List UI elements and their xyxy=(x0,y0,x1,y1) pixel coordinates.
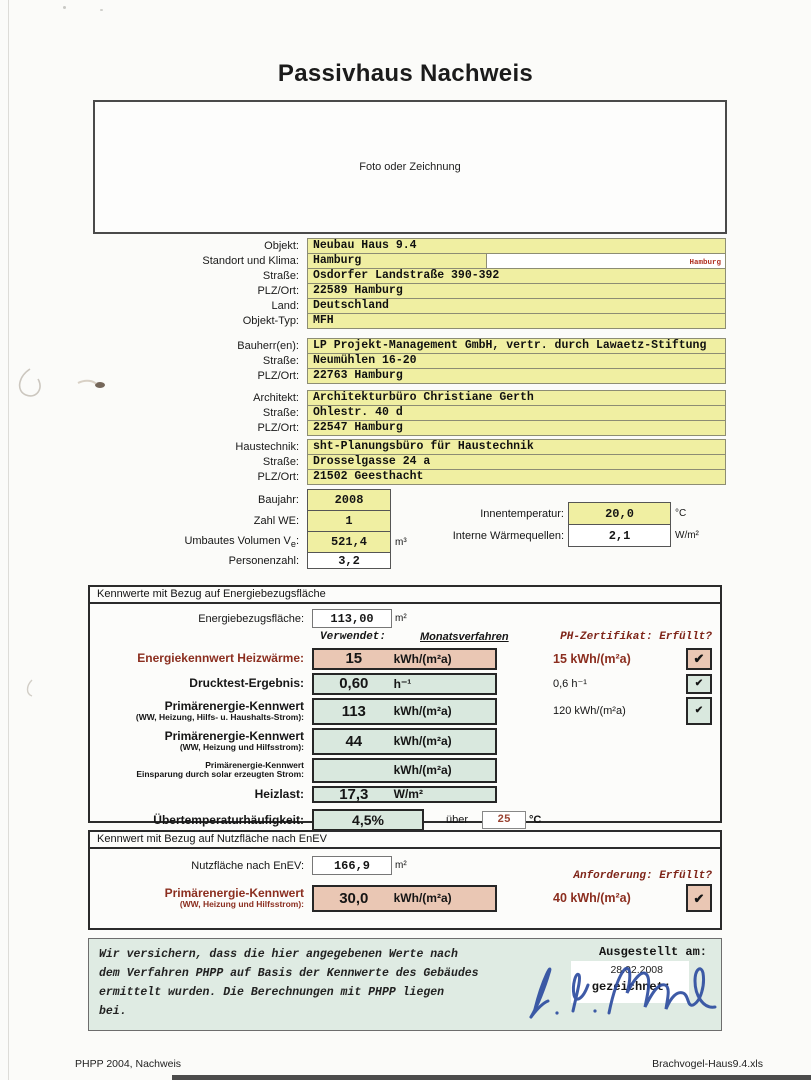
value-cell xyxy=(312,648,497,670)
field-row-land xyxy=(0,298,726,314)
scan-edge-bottom xyxy=(172,1075,811,1080)
value-cell xyxy=(312,673,497,695)
signed-label: gezeichnet: xyxy=(591,980,671,994)
field-value: Neumühlen 16-20 xyxy=(307,353,726,369)
field-label: PLZ/Ort: xyxy=(257,285,299,297)
row-label: Heizlast: xyxy=(254,786,304,801)
zahl-we-label: Zahl WE: xyxy=(253,515,299,527)
page-title: Passivhaus Nachweis xyxy=(277,60,534,87)
check-icon: ✔ xyxy=(686,674,712,694)
result-row-solar xyxy=(90,756,720,784)
row-label: Drucktest-Ergebnis: xyxy=(189,676,304,690)
unit: kWh/(m²a) xyxy=(393,734,452,748)
limit-value: 0,6 h⁻¹ xyxy=(553,678,587,690)
overtemp-value: 4,5% xyxy=(312,809,424,831)
value: 44 xyxy=(345,732,363,750)
value: 15 xyxy=(345,650,363,667)
field-label: Bauherr(en): xyxy=(237,340,299,352)
waermequellen-unit: W/m² xyxy=(675,530,699,541)
photo-placeholder-label: Foto oder Zeichnung xyxy=(359,161,461,173)
footer-sheet-name: PHPP 2004, Nachweis xyxy=(75,1058,182,1070)
check-icon: ✔ xyxy=(686,648,712,670)
result-row-drucktest xyxy=(90,671,720,696)
row-label: Primärenergie-Kennwert xyxy=(205,759,304,770)
innentemperatur-value: 20,0 xyxy=(568,502,671,525)
overtemp-mid-label: über xyxy=(446,814,469,826)
field-row-standort xyxy=(0,253,726,269)
result-row-primaerenergie-gesamt xyxy=(90,696,720,726)
field-value: 22589 Hamburg xyxy=(307,283,726,299)
result-row-heizlast xyxy=(90,784,720,804)
volumen-label: Umbautes Volumen $V_e$: xyxy=(184,534,299,550)
result-row-enev-primaerenergie xyxy=(90,883,720,913)
field-value: Architekturbüro Christiane Gerth xyxy=(307,390,726,406)
field-value: 22763 Hamburg xyxy=(307,368,726,384)
personenzahl-value: 3,2 xyxy=(307,552,391,569)
waermequellen-label: Interne Wärmequellen: xyxy=(452,529,564,542)
overtemp-unit: °C xyxy=(529,814,542,826)
field-label: Standort und Klima: xyxy=(202,255,299,267)
innentemperatur-label: Innentemperatur: xyxy=(480,507,564,520)
field-row-plz xyxy=(0,283,726,299)
field-value: LP Projekt-Management GmbH, vertr. durch Lawaetz-Stiftung xyxy=(307,338,726,354)
col-verwendet: Verwendet: xyxy=(320,631,387,643)
field-label: Straße: xyxy=(262,456,299,468)
field-value: MFH xyxy=(307,313,726,329)
personenzahl-label: Personenzahl: xyxy=(228,554,299,567)
field-row-objekttyp xyxy=(0,313,726,329)
architekt-group xyxy=(0,390,726,436)
volumen-value: 521,4 xyxy=(307,531,391,553)
bauherr-group xyxy=(0,338,726,384)
value-cell xyxy=(312,698,497,725)
field-value: Osdorfer Landstraße 390-392 xyxy=(307,268,726,284)
field-label: Straße: xyxy=(262,355,299,367)
energiebezugsflaeche-label: Energiebezugsfläche: xyxy=(198,612,304,625)
nutzflaeche-value: 166,9 xyxy=(312,856,392,875)
value-cell xyxy=(312,885,497,912)
field-value: Ohlestr. 40 d xyxy=(307,405,726,421)
unit: kWh/(m²a) xyxy=(393,651,452,666)
section-header: Kennwerte mit Bezug auf Energiebezugsfläche xyxy=(90,587,720,604)
unit: h⁻¹ xyxy=(393,676,412,691)
field-value: sht-Planungsbüro für Haustechnik xyxy=(307,439,726,455)
scan-speck xyxy=(63,6,66,9)
field-label: Architekt: xyxy=(253,392,299,404)
row-sublabel: (WW, Heizung und Hilfsstrom): xyxy=(179,741,304,752)
unit: kWh/(m²a) xyxy=(393,704,452,718)
building-stats-right xyxy=(300,503,740,547)
waermequellen-value: 2,1 xyxy=(568,524,671,547)
check-icon: ✔ xyxy=(686,697,712,725)
value-cell xyxy=(312,786,497,803)
value: 0,60 xyxy=(339,675,369,692)
col-monatsverfahren: Monatsverfahren xyxy=(420,631,509,643)
innentemperatur-unit: °C xyxy=(675,508,687,519)
field-label: PLZ/Ort: xyxy=(257,471,299,483)
value: 17,3 xyxy=(339,785,369,803)
unit: kWh/(m²a) xyxy=(393,891,452,905)
nutzflaeche-unit: m² xyxy=(395,860,407,871)
standort-value: Hamburg xyxy=(307,253,487,269)
field-value: 22547 Hamburg xyxy=(307,420,726,436)
check-icon: ✔ xyxy=(686,884,712,912)
result-row-primaerenergie-ww xyxy=(90,726,720,756)
energiebezugsflaeche-unit: m² xyxy=(395,613,407,624)
row-label: Primärenergie-Kennwert xyxy=(164,698,304,713)
row-label: Primärenergie-Kennwert xyxy=(164,728,304,743)
declaration-box xyxy=(88,938,722,1031)
col-ph-zertifikat: PH-Zertifikat: Erfüllt? xyxy=(560,631,712,643)
zahl-we-value: 1 xyxy=(307,510,391,532)
energiebezugsflaeche-value: 113,00 xyxy=(312,609,392,628)
limit-value: 15 kWh/(m²a) xyxy=(553,651,631,666)
limit-value: 40 kWh/(m²a) xyxy=(553,891,631,905)
value-cell xyxy=(312,728,497,755)
issued-date: 28.02.2008 xyxy=(610,964,663,976)
issued-label: Ausgestellt am: xyxy=(598,945,707,959)
value: 30,0 xyxy=(339,889,369,907)
field-label: Straße: xyxy=(262,407,299,419)
section-header: Kennwert mit Bezug auf Nutzfläche nach EnEV xyxy=(90,832,720,849)
field-value-objekt: Neubau Haus 9.4 xyxy=(307,238,726,254)
field-value: 21502 Geesthacht xyxy=(307,469,726,485)
row-sublabel: Einsparung durch solar erzeugten Strom: xyxy=(136,768,304,779)
field-value: Deutschland xyxy=(307,298,726,314)
field-value: Drosselgasse 24 a xyxy=(307,454,726,470)
haustechnik-group xyxy=(0,439,726,485)
anforderung-header: Anforderung: Erfüllt? xyxy=(573,870,712,882)
scan-speck xyxy=(100,9,103,11)
overtemp-label: Übertemperaturhäufigkeit: xyxy=(153,813,304,827)
value: 113 xyxy=(341,702,366,720)
overtemp-threshold: 25 xyxy=(482,811,526,829)
field-label: Land: xyxy=(271,300,299,312)
object-info-group xyxy=(0,238,726,329)
field-label: Haustechnik: xyxy=(235,441,299,453)
overtemp-row xyxy=(90,808,720,832)
signature xyxy=(515,947,727,1031)
climate-ref-value: Hamburg xyxy=(487,253,726,269)
field-label: Straße: xyxy=(262,270,299,282)
field-label: PLZ/Ort: xyxy=(257,422,299,434)
limit-value: 120 kWh/(m²a) xyxy=(553,705,626,717)
row-label: Energiekennwert Heizwärme: xyxy=(137,651,304,665)
row-sublabel: (WW, Heizung und Hilfsstrom): xyxy=(179,898,304,909)
field-label: PLZ/Ort: xyxy=(257,370,299,382)
declaration-text: Wir versichern, dass die hier angegebenen Werte nach dem Verfahren PHPP auf Basis der Kennwerte des Gebäudes ermittelt wurden. Die Berechnungen mit PHPP liegen bei. xyxy=(99,948,479,1018)
section-energiebezugsflaeche xyxy=(88,585,722,828)
footer-file-name: Brachvogel-Haus9.4.xls xyxy=(652,1058,763,1070)
field-label: Objekt: xyxy=(264,240,299,252)
result-row-heizwaerme xyxy=(90,646,720,671)
field-value-standort xyxy=(307,253,726,269)
photo-placeholder-box xyxy=(93,100,727,234)
section-enev xyxy=(88,830,722,930)
row-sublabel: (WW, Heizung, Hilfs- u. Haushalts-Strom): xyxy=(135,711,304,722)
row-label: Primärenergie-Kennwert xyxy=(164,885,304,900)
baujahr-value: 2008 xyxy=(307,489,391,511)
baujahr-label: Baujahr: xyxy=(258,494,299,506)
unit: W/m² xyxy=(393,787,423,801)
value-cell xyxy=(312,758,497,783)
field-label: Objekt-Typ: xyxy=(242,315,299,327)
field-row-strasse xyxy=(0,268,726,284)
nutzflaeche-label: Nutzfläche nach EnEV: xyxy=(191,859,304,872)
volumen-unit: m³ xyxy=(395,536,407,548)
unit: kWh/(m²a) xyxy=(393,763,452,777)
field-row-objekt xyxy=(0,238,726,254)
